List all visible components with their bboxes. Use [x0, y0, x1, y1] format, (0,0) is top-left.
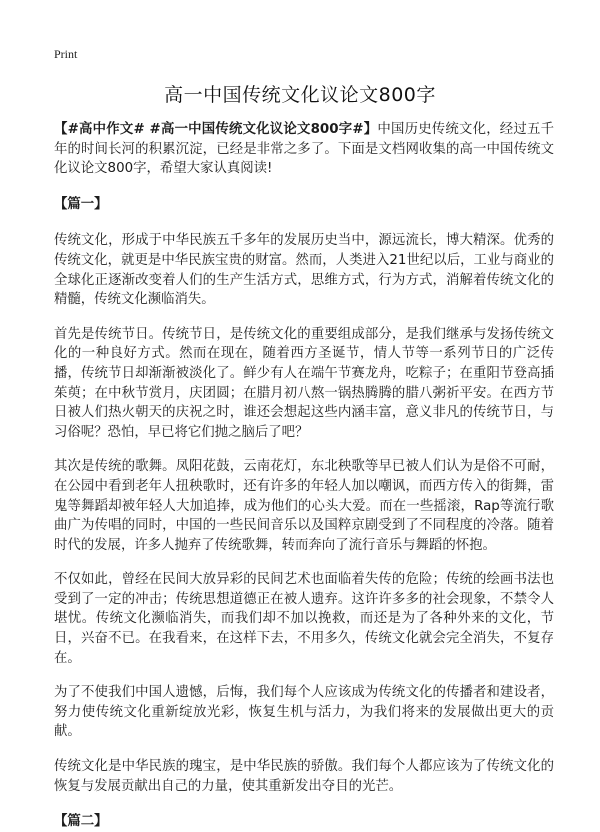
section-heading-1: 【篇一】 [54, 196, 108, 212]
paragraph-6: 传统文化是中华民族的瑰宝，是中华民族的骄傲。我们每个人都应该为了传统文化的恢复与发展贡献出自己的力量，使其重新发出夺目的光芒。 [54, 759, 554, 794]
print-link[interactable]: Print [54, 47, 78, 61]
intro-tag: 【#高中作文# #高一中国传统文化议论文800字#】 [54, 122, 378, 137]
paragraph-4: 不仅如此，曾经在民间大放异彩的民间艺术也面临着失传的危险；传统的绘画书法也受到了一定的冲击；传统思想道德正在被人遗弃。这许许多多的社会现象，不禁令人堪忧。传统文化濒临消失，而我们却不加以挽救，而还是为了各种外来的文化，节日，兴奋不已。在我看来，在这样下去，不用多久，传统文化就会完全消失，不复存在。 [54, 572, 554, 666]
intro-paragraph [54, 120, 554, 179]
paragraph-5: 为了不使我们中国人遗憾，后悔，我们每个人应该成为传统文化的传播者和建设者，努力使传统文化重新绽放光彩，恢复生机与活力，为我们将来的发展做出更大的贡献。 [54, 685, 554, 740]
intro-text: 中国历史传统文化，经过五千年的时间长河的积累沉淀，已经是非常之多了。下面是文档网收集的高一中国传统文化议论文800字，希望大家认真阅读! [54, 122, 555, 177]
section-heading-2: 【篇二】 [54, 814, 108, 830]
page-title: 高一中国传统文化议论文800字 [164, 84, 436, 106]
paragraph-3: 其次是传统的歌舞。凤阳花鼓，云南花灯，东北秧歌等早已被人们认为是俗不可耐，在公园中看到老年人扭秧歌时，还有许多的年轻人加以嘲讽，而西方传入的街舞，雷鬼等舞蹈却被年轻人大加追捧，成为他们的心头大爱。而在一些摇滚，Rap等流行歌曲广为传唱的同时，中国的一些民间音乐以及国粹京剧受到了不同程度的冷落。随着时代的发展，许多人抛弃了传统歌舞，转而奔向了流行音乐与舞蹈的怀抱。 [54, 459, 554, 553]
paragraph-1: 传统文化，形成于中华民族五千多年的发展历史当中，源远流长，博大精深。优秀的传统文化，就更是中华民族宝贵的财富。然而，人类进入21世纪以后，工业与商业的全球化正逐渐改变着人们的生产生活方式，思维方式，行为方式，消解着传统文化的精髓，传统文化濒临消失。 [54, 233, 554, 308]
article-body [54, 120, 554, 832]
paragraph-2: 首先是传统节日。传统节日，是传统文化的重要组成部分，是我们继承与发扬传统文化的一种良好方式。然而在现在，随着西方圣诞节，情人节等一系列节日的广泛传播，传统节日却渐渐被淡化了。鲜少有人在端午节赛龙舟，吃粽子；在重阳节登高插茱萸；在中秋节赏月，庆团圆；在腊月初八熬一锅热腾腾的腊八粥祈平安。在西方节日被人们热火朝天的庆祝之时，谁还会想起这些内涵丰富，意义非凡的传统节日，与习俗呢？恐怕，早已将它们抛之脑后了吧？ [54, 326, 554, 440]
